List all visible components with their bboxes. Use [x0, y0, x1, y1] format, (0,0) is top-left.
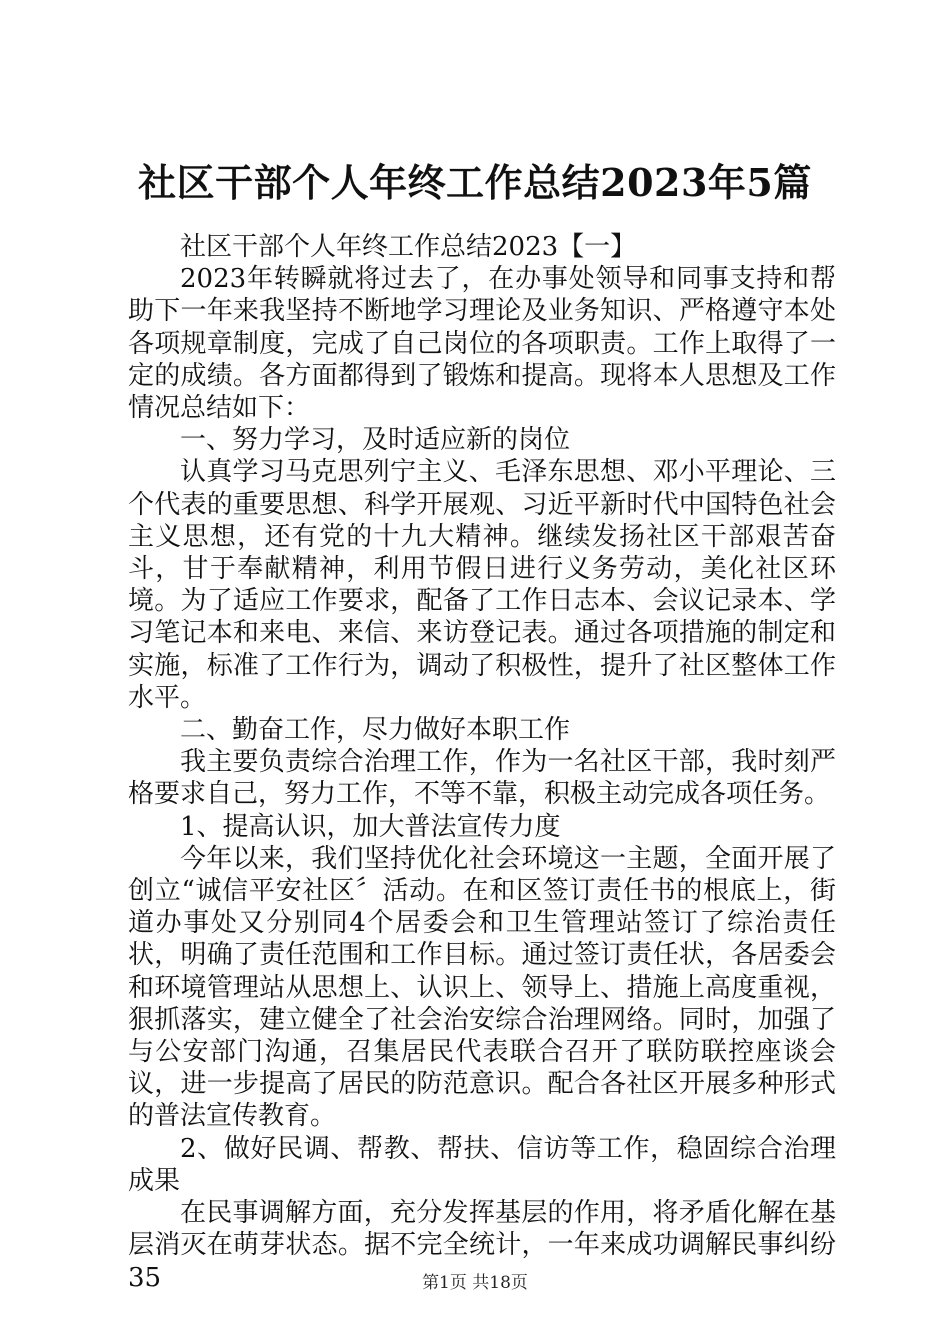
heading-work: 二、勤奋工作，尽力做好本职工作	[180, 715, 571, 746]
document-body	[128, 231, 836, 1294]
paragraph-legal-awareness: 今年以来，我们坚持优化社会环境这一主题，全面开展了创立“诚信平安社区〞活动。在和区签订责任书的根底上，街道办事处又分别同4个居委会和卫生管理站签订了综治责任状，明确了责任范围和工作目标。通过签订责任状，各居委会和环境管理站从思想上、认识上、领导上、措施上高度重视，狠抓落实，建立健全了社会治安综合治理网络。同时，加强了与公安部门沟通，召集居民代表联合召开了联防联控座谈会议，进一步提高了居民的防范意识。配合各社区开展多种形式的普法宣传教育。	[128, 843, 836, 1132]
paragraph-mediation: 在民事调解方面，充分发挥基层的作用，将矛盾化解在基层消灭在萌芽状态。据不完全统计，一年来成功调解民事纠纷35	[128, 1198, 836, 1293]
paragraph-work: 我主要负责综合治理工作，作为一名社区干部，我时刻严格要求自己，努力工作，不等不靠，积极主动完成各项任务。	[128, 747, 836, 810]
paragraph-intro: 2023年转瞬就将过去了，在办事处领导和同事支持和帮助下一年来我坚持不断地学习理论及业务知识、严格遵守本处各项规章制度，完成了自己岗位的各项职责。工作上取得了一定的成绩。各方面都得到了锻炼和提高。现将本人思想及工作情况总结如下：	[128, 264, 836, 424]
heading-study: 一、努力学习，及时适应新的岗位	[180, 425, 571, 456]
document-title: 社区干部个人年终工作总结2023年5篇	[138, 160, 812, 205]
section-subtitle: 社区干部个人年终工作总结2023【一】	[180, 232, 637, 262]
heading-mediation: 2、做好民调、帮教、帮扶、信访等工作，稳固综合治理成果	[128, 1133, 836, 1196]
heading-legal-awareness: 1、提高认识，加大普法宣传力度	[180, 811, 561, 842]
page-number-footer: 第1页 共18页	[422, 1273, 528, 1293]
paragraph-study: 认真学习马克思列宁主义、毛泽东思想、邓小平理论、三个代表的重要思想、科学开展观、习近平新时代中国特色社会主义思想，还有党的十九大精神。继续发扬社区干部艰苦奋斗，甘于奉献精神，利用节假日进行义务劳动，美化社区环境。为了适应工作要求，配备了工作日志本、会议记录本、学习笔记本和来电、来信、来访登记表。通过各项措施的制定和实施，标准了工作行为，调动了积极性，提升了社区整体工作水平。	[128, 457, 836, 713]
